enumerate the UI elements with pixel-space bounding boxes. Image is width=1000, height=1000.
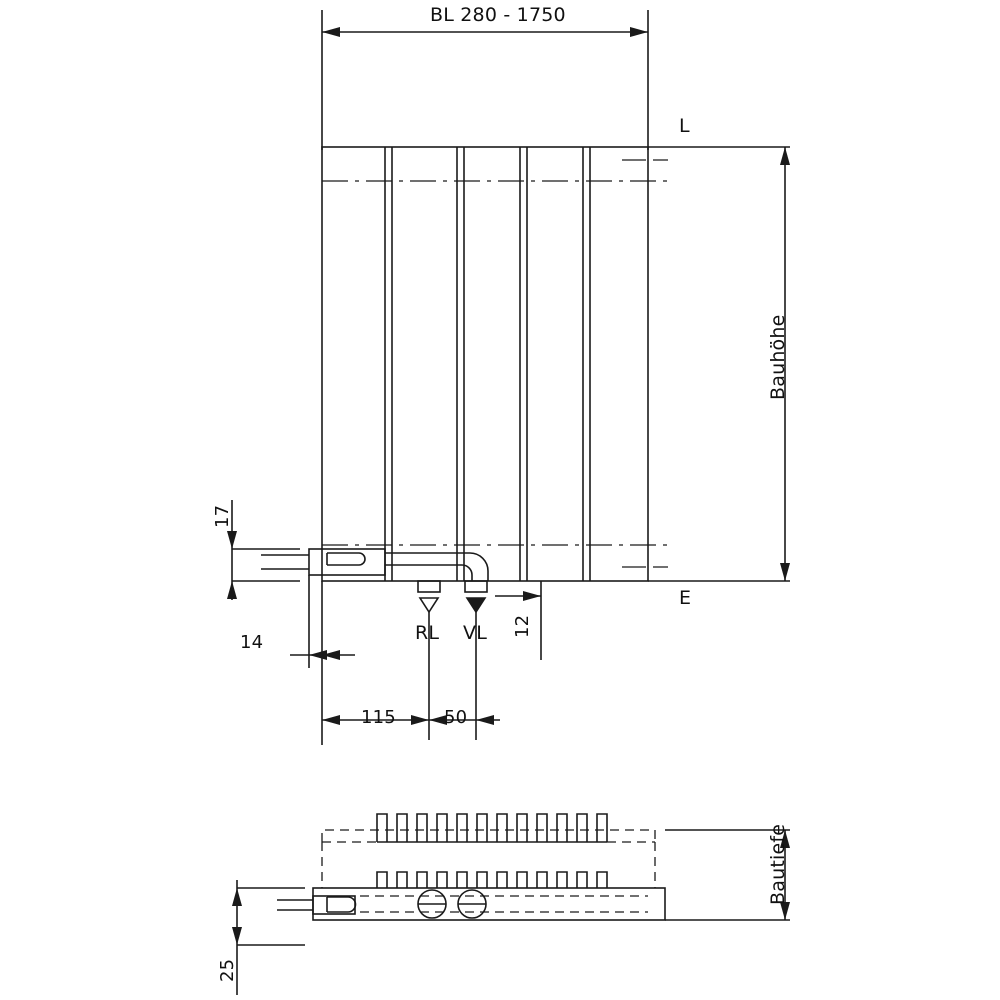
label-14: 14 xyxy=(240,632,264,653)
label-vl: VL xyxy=(463,622,487,644)
convector-fins-front xyxy=(377,872,607,888)
label-marker-l: L xyxy=(679,115,690,137)
label-marker-e: E xyxy=(679,587,692,609)
top-view-body xyxy=(277,814,665,920)
label-bauhohe: Bauhöhe xyxy=(767,314,789,400)
front-view-top-short-dash xyxy=(622,160,668,567)
front-view-centerlines xyxy=(322,181,668,545)
label-50: 50 xyxy=(444,707,468,728)
label-top-width: BL 280 - 1750 xyxy=(430,4,566,26)
convector-fins-back xyxy=(377,814,607,842)
front-view-body xyxy=(322,147,648,581)
label-bautiefe: Bautiefe xyxy=(767,823,789,905)
label-115: 115 xyxy=(361,707,396,728)
label-12: 12 xyxy=(512,614,533,638)
label-17: 17 xyxy=(212,504,233,528)
connection-assembly xyxy=(261,549,488,592)
top-view-manifold-dash xyxy=(360,896,648,912)
top-view-hidden-outline xyxy=(322,830,655,888)
label-rl: RL xyxy=(415,622,440,644)
dim-25 xyxy=(232,880,305,995)
dim-17 xyxy=(227,500,300,600)
flow-markers xyxy=(420,598,485,612)
top-width-dimension xyxy=(322,10,648,150)
label-25: 25 xyxy=(217,958,238,982)
